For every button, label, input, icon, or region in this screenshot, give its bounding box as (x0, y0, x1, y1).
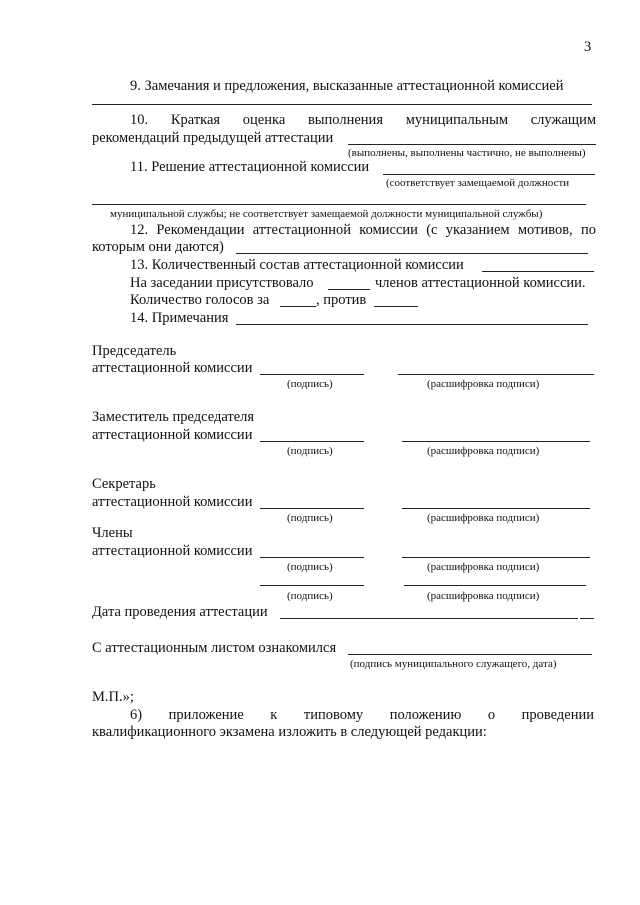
secretary-commission: аттестационной комиссии (92, 494, 253, 510)
item-9-text: 9. Замечания и предложения, высказанные аттестационной комиссией (130, 78, 564, 94)
item-11-hint2: муниципальной службы; не соответствует замещаемой должности муниципальной службы) (110, 208, 543, 220)
item-6-line1: 6) приложение к типовому положению о проведении (130, 707, 594, 723)
members-label: Члены (92, 525, 133, 541)
member1-decode-hint: (расшифровка подписи) (427, 561, 540, 573)
acquainted-field (348, 654, 592, 655)
seal-text: М.П.»; (92, 689, 134, 705)
deputy-decode-hint: (расшифровка подписи) (427, 445, 540, 457)
item-13-text: 13. Количественный состав аттестационной комиссии (130, 257, 464, 273)
date-field-tail (580, 618, 594, 619)
item-6-line2: квалификационного экзамена изложить в следующей редакции: (92, 724, 487, 740)
secretary-label: Секретарь (92, 476, 156, 492)
date-label: Дата проведения аттестации (92, 604, 268, 620)
secretary-decode-line (402, 508, 590, 509)
item-10-field (348, 144, 596, 145)
deputy-sign-hint: (подпись) (287, 445, 333, 457)
acquainted-label: С аттестационным листом ознакомился (92, 640, 337, 656)
item-11-hint1: (соответствует замещаемой должности (386, 177, 570, 189)
chairman-commission: аттестационной комиссии (92, 360, 253, 376)
item-12-line2: которым они даются) (92, 239, 224, 255)
item-11-field (383, 174, 595, 175)
member1-sign-hint: (подпись) (287, 561, 333, 573)
chairman-decode-hint: (расшифровка подписи) (427, 378, 540, 390)
chairman-sign-line (260, 374, 364, 375)
member2-sign-line (260, 585, 364, 586)
date-field (280, 618, 578, 619)
member2-decode-line (404, 585, 586, 586)
attended-field (328, 289, 370, 290)
member2-decode-hint: (расшифровка подписи) (427, 590, 540, 602)
item-12-field (236, 253, 588, 254)
votes-for-field (280, 306, 316, 307)
item-11-line2 (92, 204, 586, 205)
item-10-line1: 10. Краткая оценка выполнения муниципальным служащим (130, 112, 596, 128)
secretary-decode-hint: (расшифровка подписи) (427, 512, 540, 524)
votes-against-field (374, 306, 418, 307)
attended-suffix: членов аттестационной комиссии. (375, 275, 586, 291)
member1-decode-line (402, 557, 590, 558)
member1-sign-line (260, 557, 364, 558)
members-commission: аттестационной комиссии (92, 543, 253, 559)
item-10-line2: рекомендаций предыдущей аттестации (92, 130, 334, 146)
deputy-label: Заместитель председателя (92, 409, 255, 425)
item-11-text: 11. Решение аттестационной комиссии (130, 159, 370, 175)
chairman-label: Председатель (92, 343, 177, 359)
member2-sign-hint: (подпись) (287, 590, 333, 602)
votes-for-label: Количество голосов за (130, 292, 270, 308)
deputy-commission: аттестационной комиссии (92, 427, 253, 443)
item-10-hint: (выполнены, выполнены частично, не выполнены) (348, 147, 586, 159)
item-14-field (236, 324, 588, 325)
attended-label: На заседании присутствовало (130, 275, 314, 291)
chairman-sign-hint: (подпись) (287, 378, 333, 390)
secretary-sign-hint: (подпись) (287, 512, 333, 524)
item-14-text: 14. Примечания (130, 310, 229, 326)
page-number: 3 (584, 39, 592, 55)
deputy-sign-line (260, 441, 364, 442)
votes-against-label: , против (316, 292, 367, 308)
item-9-line (92, 104, 592, 105)
item-12-line1: 12. Рекомендации аттестационной комиссии (с указанием мотивов, по (130, 222, 596, 238)
chairman-decode-line (398, 374, 594, 375)
acquainted-hint: (подпись муниципального служащего, дата) (350, 658, 557, 670)
item-13-field (482, 271, 594, 272)
deputy-decode-line (402, 441, 590, 442)
secretary-sign-line (260, 508, 364, 509)
